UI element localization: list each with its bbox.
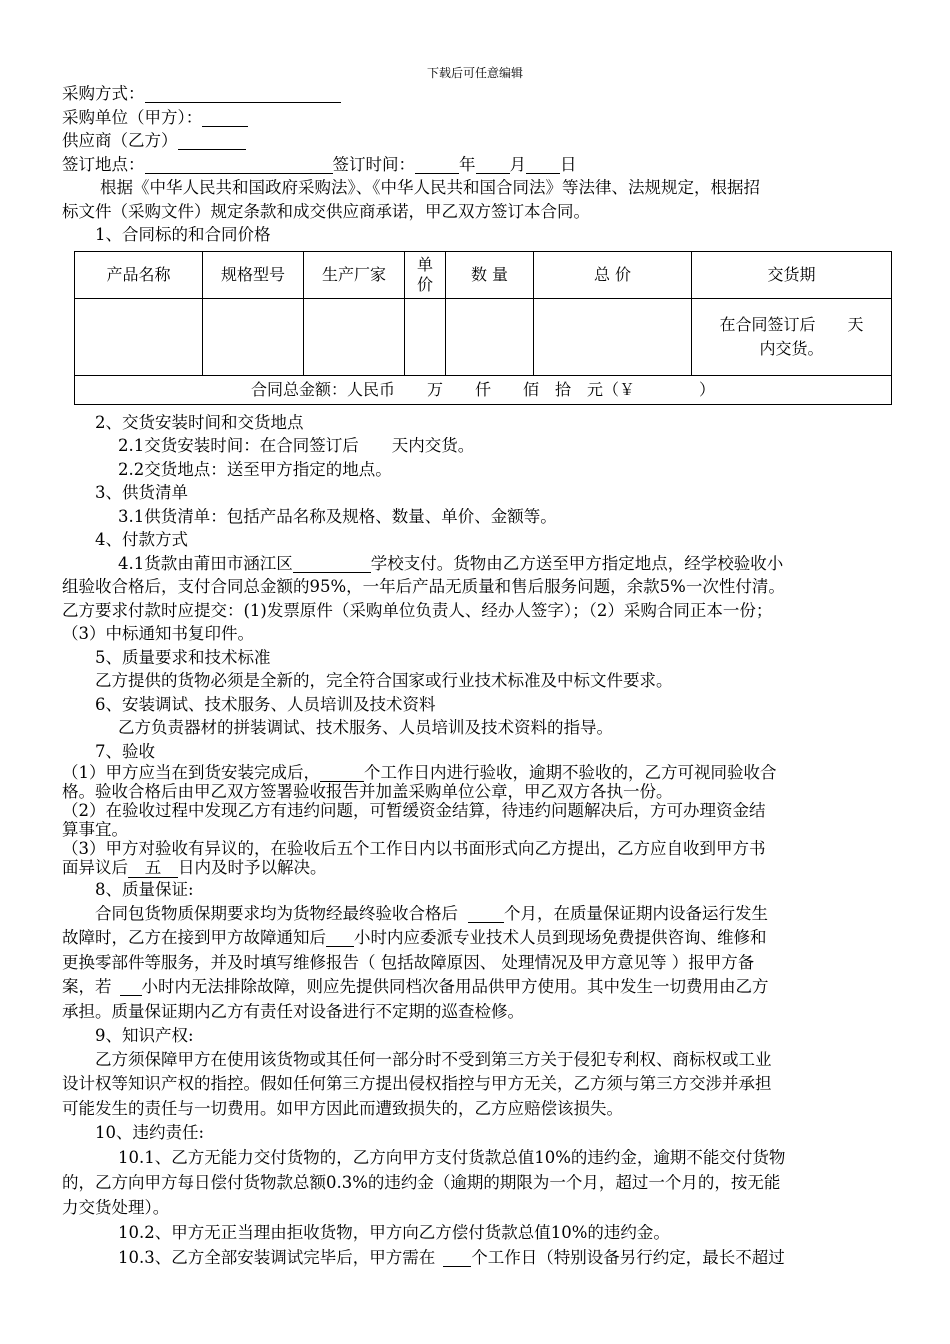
acceptance-3-line-2 xyxy=(62,858,890,878)
breach-10-3-prefix: 10.3、乙方全部安装调试完毕后，甲方需在 xyxy=(118,1247,436,1267)
section-4-1-line-1 xyxy=(62,552,890,576)
section-8-body xyxy=(62,902,890,1025)
section-1-title: 1、合同标的和合同价格 xyxy=(95,225,271,244)
supplier-label: 供应商（乙方） xyxy=(62,131,178,150)
day-label: 日 xyxy=(560,154,577,174)
ip-line-2: 设计权等知识产权的指控。假如任何第三方提出侵权指控与甲方无关，乙方须与第三方交涉并承担 xyxy=(62,1074,772,1093)
warranty-fault-suffix: 小时内应委派专业技术人员到现场免费提供咨询、维修和 xyxy=(354,928,767,947)
buyer-line xyxy=(62,106,890,130)
cell-product-name xyxy=(75,298,203,375)
cell-quantity xyxy=(446,298,534,375)
breach-10-1-line-3: 力交货处理）。 xyxy=(62,1197,170,1217)
col-spec: 规格型号 xyxy=(203,251,304,298)
col-product-name: 产品名称 xyxy=(75,251,203,298)
payment-prefix: 4.1货款由莆田市涵江区 xyxy=(118,553,293,573)
watermark: 下载后可任意编辑 xyxy=(426,66,523,80)
section-2-1: 2.1交货安装时间：在合同签订后 天内交货。 xyxy=(118,436,475,455)
section-10-body xyxy=(62,1145,890,1270)
repair-hours-blank xyxy=(120,977,142,996)
breach-10-2: 10.2、甲方无正当理由拒收货物，甲方向乙方偿付货款总值10%的违约金。 xyxy=(118,1222,670,1242)
acceptance-3-suffix: 日内及时予以解决。 xyxy=(178,858,327,877)
buyer-blank xyxy=(202,108,248,127)
warranty-line-3: 更换零部件等服务，并及时填写维修报告（ 包括故障原因、 处理情况及甲方意见等 ）报甲方备 xyxy=(62,952,755,972)
section-4-title: 4、付款方式 xyxy=(95,530,188,549)
supplier-blank xyxy=(178,131,246,150)
cell-delivery-period xyxy=(692,298,892,375)
month-label: 月 xyxy=(509,154,526,174)
col-total-price: 总 价 xyxy=(534,251,692,298)
warranty-fault-prefix: 故障时，乙方在接到甲方故障通知后 xyxy=(62,928,326,947)
cell-manufacturer xyxy=(304,298,405,375)
breach-10-1-line-2: 的，乙方向甲方每日偿付货物款总额0.3%的违约金（逾期的期限为一个月，超过一个月的，按无能 xyxy=(62,1172,781,1192)
warranty-backup-suffix: 小时内无法排除故障，则应先提供同档次备用品供甲方使用。其中发生一切费用由乙方 xyxy=(141,977,769,996)
section-4-1-line-4: （3）中标通知书复印件。 xyxy=(62,624,254,643)
acceptance-2-line-1: （2）在验收过程中发现乙方有违约问题，可暂缓资金结算，待违约问题解决后，方可办理资金结 xyxy=(62,801,766,820)
cell-unit-price xyxy=(405,298,446,375)
response-hours-blank xyxy=(326,928,354,947)
purchase-method-label: 采购方式： xyxy=(62,84,145,103)
warranty-line-2 xyxy=(62,926,890,951)
purchase-method-line xyxy=(62,82,890,106)
acceptance-3-prefix: 面异议后 xyxy=(62,858,128,877)
acceptance-days-blank xyxy=(320,763,364,782)
warranty-line-4 xyxy=(62,975,890,1000)
goods-table-total-row xyxy=(75,375,892,404)
goods-table-header xyxy=(75,251,892,298)
section-10-title: 10、违约责任: xyxy=(95,1123,205,1142)
acceptance-3-line-1: （3）甲方对验收有异议的，在验收后五个工作日内以书面形式向乙方提出，乙方应自收到甲方书 xyxy=(62,839,766,858)
acceptance-1-line-2: 格。验收合格后由甲乙双方签署验收报告并加盖采购单位公章，甲乙双方各执一份。 xyxy=(62,782,673,801)
cell-spec xyxy=(203,298,304,375)
section-4-1-line-3: 乙方要求付款时应提交：(1)发票原件（采购单位负责人、经办人签字）；（2）采购合同正本一份； xyxy=(62,600,773,620)
acceptance-3-days: 五 xyxy=(128,858,178,878)
sign-time-label: 签订时间： xyxy=(332,154,415,174)
col-unit-price-text: 单价 xyxy=(416,254,433,294)
section-5-title: 5、质量要求和技术标准 xyxy=(95,647,271,667)
section-3-title: 3、供货清单 xyxy=(95,483,188,502)
col-manufacturer: 生产厂家 xyxy=(304,251,405,298)
col-quantity: 数 量 xyxy=(446,251,534,298)
section-8-title: 8、质量保证: xyxy=(95,880,194,899)
payment-suffix: 学校支付。货物由乙方送至甲方指定地点，经学校验收小 xyxy=(370,553,784,573)
year-blank xyxy=(415,155,459,174)
ip-line-3: 可能发生的责任与一切费用。如甲方因此而遭致损失的，乙方应赔偿该损失。 xyxy=(62,1098,623,1118)
sign-place-blank xyxy=(145,155,333,174)
section-4-1-line-2: 组验收合格后，支付合同总金额的95%，一年后产品无质量和售后服务问题，余款5%一次性付清。 xyxy=(62,577,785,596)
warranty-suffix: 个月，在质量保证期内设备运行发生 xyxy=(504,903,768,923)
intro-line-1: 根据《中华人民共和国政府采购法》、《中华人民共和国合同法》等法律、法规规定，根据招 xyxy=(100,178,760,197)
section-2-title: 2、交货安装时间和交货地点 xyxy=(95,412,304,432)
ip-line-1: 乙方须保障甲方在使用该货物或其任何一部分时不受到第三方关于侵犯专利权、商标权或工业 xyxy=(95,1049,772,1069)
warranty-prefix: 合同包货物质保期要求均为货物经最终验收合格后 xyxy=(95,903,458,923)
section-6-title: 6、安装调试、技术服务、人员培训及技术资料 xyxy=(95,694,436,714)
buyer-label: 采购单位（甲方）： xyxy=(62,107,203,127)
warranty-months-blank xyxy=(468,904,504,923)
breach-10-3-suffix: 个工作日（特别设备另行约定，最长不超过 xyxy=(471,1247,785,1267)
year-label: 年 xyxy=(459,154,476,174)
school-name-blank xyxy=(293,554,371,573)
day-blank xyxy=(526,155,560,174)
intro-line-2: 标文件（采购文件）规定条款和成交供应商承诺，甲乙双方签订本合同。 xyxy=(62,201,590,221)
cell-total-price xyxy=(534,298,692,375)
breach-10-1-line-1: 10.1、乙方无能力交付货物的，乙方向甲方支付货款总值10%的违约金，逾期不能交付货物 xyxy=(118,1147,786,1167)
breach-days-blank xyxy=(443,1248,471,1267)
goods-table-row xyxy=(75,298,892,375)
delivery-cell-line-1: 在合同签订后 天 xyxy=(719,314,864,334)
section-6-body: 乙方负责器材的拼装调试、技术服务、人员培训及技术资料的指导。 xyxy=(118,718,613,737)
acceptance-1-prefix: （1）甲方应当在到货安装完成后， xyxy=(62,763,320,782)
warranty-backup-prefix: 案，若 xyxy=(62,977,112,996)
acceptance-2-line-2: 算事宜。 xyxy=(62,820,128,839)
acceptance-1-suffix: 个工作日内进行验收，逾期不验收的，乙方可视同验收合 xyxy=(364,763,777,782)
contract-total-amount: 合同总金额：人民币 万 仟 佰 拾 元（￥ ） xyxy=(75,375,892,404)
goods-table xyxy=(74,251,892,405)
acceptance-1-line-1 xyxy=(62,763,890,782)
section-9-body xyxy=(62,1048,890,1122)
purchase-method-blank xyxy=(145,84,341,103)
col-delivery-period: 交货期 xyxy=(692,251,892,298)
section-7-body xyxy=(62,763,890,878)
warranty-line-1 xyxy=(62,902,890,927)
sign-place-label: 签订地点： xyxy=(62,154,145,174)
breach-10-3-line-1 xyxy=(62,1245,890,1270)
col-unit-price xyxy=(405,251,446,298)
section-3-1: 3.1供货清单：包括产品名称及规格、数量、单价、金额等。 xyxy=(118,506,557,526)
contract-body xyxy=(62,82,890,1270)
warranty-line-5: 承担。质量保证期内乙方有责任对设备进行不定期的巡查检修。 xyxy=(62,1001,524,1021)
delivery-cell-line-2: 内交货。 xyxy=(759,338,824,358)
section-7-title: 7、验收 xyxy=(95,741,155,761)
section-5-body: 乙方提供的货物必须是全新的，完全符合国家或行业技术标准及中标文件要求。 xyxy=(95,671,673,690)
section-9-title: 9、知识产权: xyxy=(95,1026,194,1045)
sign-place-time-line xyxy=(62,153,890,177)
month-blank xyxy=(476,155,510,174)
supplier-line xyxy=(62,129,890,153)
section-2-2: 2.2交货地点：送至甲方指定的地点。 xyxy=(118,459,392,479)
